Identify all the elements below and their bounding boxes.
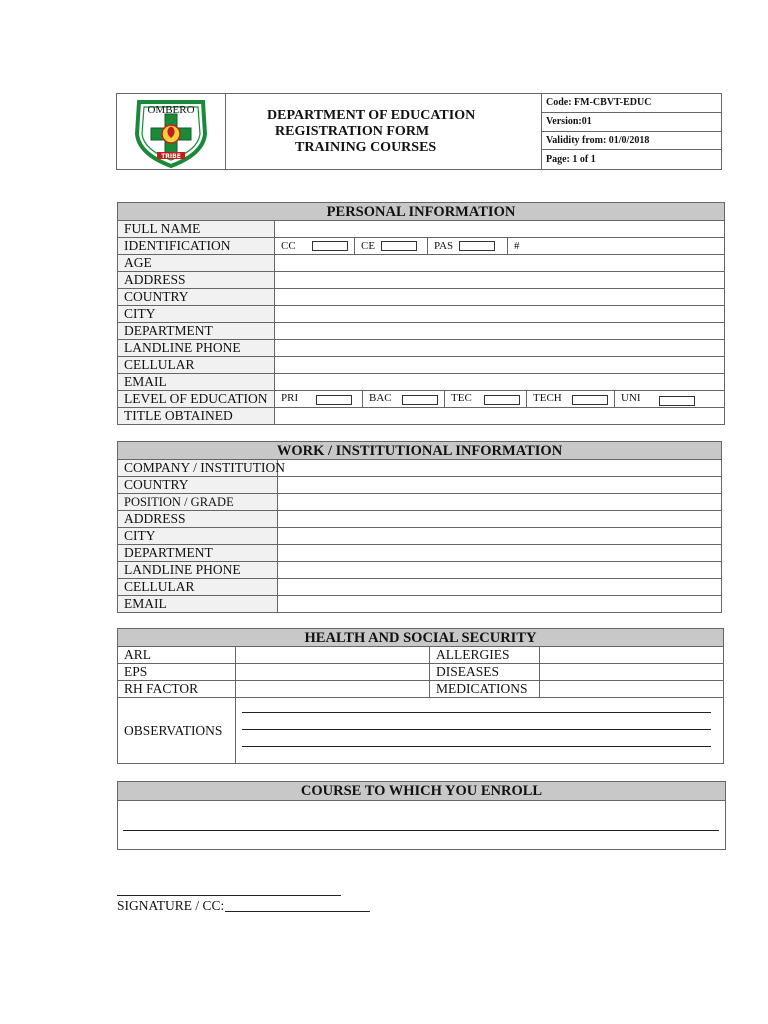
cellular-label: CELLULAR	[118, 357, 275, 374]
id-number-field[interactable]	[508, 238, 725, 254]
id-option-ce	[355, 238, 428, 254]
work-department-field[interactable]	[278, 545, 722, 562]
health-heading: HEALTH AND SOCIAL SECURITY	[118, 629, 724, 647]
fire-department-logo	[117, 94, 225, 169]
edu-uni-checkbox[interactable]	[659, 396, 695, 406]
work-landline-field[interactable]	[278, 562, 722, 579]
meta-version: Version:01	[541, 113, 721, 132]
meta-validity: Validity from: 01/0/2018	[541, 132, 721, 151]
edu-option-tec	[445, 391, 527, 407]
email-label: EMAIL	[118, 374, 275, 391]
edu-option-tech	[527, 391, 615, 407]
medications-field[interactable]	[540, 681, 724, 698]
observations-label: OBSERVATIONS	[118, 698, 236, 764]
country-field[interactable]	[275, 289, 725, 306]
work-city-label: CITY	[118, 528, 278, 545]
work-address-label: ADDRESS	[118, 511, 278, 528]
edu-option-uni	[615, 391, 725, 407]
country-label: COUNTRY	[118, 289, 275, 306]
work-country-label: COUNTRY	[118, 477, 278, 494]
id-cc-checkbox[interactable]	[312, 241, 348, 251]
edu-tech-checkbox[interactable]	[572, 395, 608, 405]
id-option-ce-label: CE	[361, 240, 376, 252]
arl-label: ARL	[118, 647, 236, 664]
work-cellular-field[interactable]	[278, 579, 722, 596]
allergies-field[interactable]	[540, 647, 724, 664]
edu-uni-label: UNI	[621, 392, 641, 404]
title-line-registration: REGISTRATION FORM	[275, 124, 430, 139]
department-field[interactable]	[275, 323, 725, 340]
document-meta	[541, 94, 721, 169]
form-header	[116, 93, 722, 170]
department-label: DEPARTMENT	[118, 323, 275, 340]
id-number-label: #	[514, 240, 520, 252]
email-field[interactable]	[275, 374, 725, 391]
title-line-department: DEPARTMENT OF EDUCATION	[267, 108, 476, 123]
diseases-label: DISEASES	[430, 664, 540, 681]
medications-label: MEDICATIONS	[430, 681, 540, 698]
full-name-label: FULL NAME	[118, 221, 275, 238]
cellular-field[interactable]	[275, 357, 725, 374]
id-option-pas-label: PAS	[434, 240, 454, 252]
course-heading: COURSE TO WHICH YOU ENROLL	[118, 782, 726, 801]
work-info-table	[117, 441, 722, 613]
edu-tec-checkbox[interactable]	[484, 395, 520, 405]
edu-option-pri	[275, 391, 363, 407]
work-cellular-label: CELLULAR	[118, 579, 278, 596]
age-field[interactable]	[275, 255, 725, 272]
id-option-cc-label: CC	[281, 240, 296, 252]
address-label: ADDRESS	[118, 272, 275, 289]
logo-cell	[117, 94, 226, 169]
id-ce-checkbox[interactable]	[381, 241, 417, 251]
edu-pri-label: PRI	[281, 392, 299, 404]
form-title	[225, 94, 542, 169]
course-field[interactable]	[118, 801, 726, 850]
title-obtained-label: TITLE OBTAINED	[118, 408, 275, 425]
work-email-field[interactable]	[278, 596, 722, 613]
allergies-label: ALLERGIES	[430, 647, 540, 664]
signature-line[interactable]	[117, 895, 341, 896]
rh-factor-field[interactable]	[236, 681, 430, 698]
logo-text-top: OMBERO	[147, 104, 195, 116]
signature-cc-label: SIGNATURE / CC:	[117, 898, 225, 913]
work-email-label: EMAIL	[118, 596, 278, 613]
eps-field[interactable]	[236, 664, 430, 681]
education-label: LEVEL OF EDUCATION	[118, 391, 275, 408]
meta-page: Page: 1 of 1	[546, 154, 596, 166]
identification-options	[275, 238, 725, 255]
address-field[interactable]	[275, 272, 725, 289]
eps-label: EPS	[118, 664, 236, 681]
landline-field[interactable]	[275, 340, 725, 357]
work-company-field[interactable]	[278, 460, 722, 477]
title-obtained-field[interactable]	[275, 408, 725, 425]
full-name-field[interactable]	[275, 221, 725, 238]
work-position-label: POSITION / GRADE	[118, 494, 278, 511]
id-option-pas	[428, 238, 508, 254]
work-department-label: DEPARTMENT	[118, 545, 278, 562]
edu-pri-checkbox[interactable]	[316, 395, 352, 405]
work-country-field[interactable]	[278, 477, 722, 494]
work-city-field[interactable]	[278, 528, 722, 545]
logo-text-bottom: TRIBE	[161, 153, 181, 160]
id-option-cc	[275, 238, 355, 254]
landline-label: LANDLINE PHONE	[118, 340, 275, 357]
title-line-courses: TRAINING COURSES	[295, 140, 437, 155]
work-company-label: COMPANY / INSTITUTION	[118, 460, 278, 477]
identification-label: IDENTIFICATION	[118, 238, 275, 255]
course-line	[123, 830, 719, 831]
work-landline-label: LANDLINE PHONE	[118, 562, 278, 579]
observations-line-3	[242, 746, 711, 747]
observations-line-1	[242, 712, 711, 713]
edu-tec-label: TEC	[451, 392, 472, 404]
work-address-field[interactable]	[278, 511, 722, 528]
city-field[interactable]	[275, 306, 725, 323]
edu-bac-label: BAC	[369, 392, 392, 404]
diseases-field[interactable]	[540, 664, 724, 681]
arl-field[interactable]	[236, 647, 430, 664]
observations-field[interactable]	[236, 698, 724, 764]
signature-cc-line[interactable]	[225, 911, 370, 912]
work-position-field[interactable]	[278, 494, 722, 511]
age-label: AGE	[118, 255, 275, 272]
edu-tech-label: TECH	[533, 392, 562, 404]
edu-bac-checkbox[interactable]	[402, 395, 438, 405]
personal-info-heading: PERSONAL INFORMATION	[118, 203, 725, 221]
work-info-heading: WORK / INSTITUTIONAL INFORMATION	[118, 442, 722, 460]
city-label: CITY	[118, 306, 275, 323]
id-pas-checkbox[interactable]	[459, 241, 495, 251]
education-options	[275, 391, 725, 408]
observations-line-2	[242, 729, 711, 730]
course-table	[117, 781, 726, 850]
meta-code: Code: FM-CBVT-EDUC	[541, 94, 721, 113]
health-table	[117, 628, 724, 764]
personal-info-table	[117, 202, 725, 425]
rh-factor-label: RH FACTOR	[118, 681, 236, 698]
edu-option-bac	[363, 391, 445, 407]
